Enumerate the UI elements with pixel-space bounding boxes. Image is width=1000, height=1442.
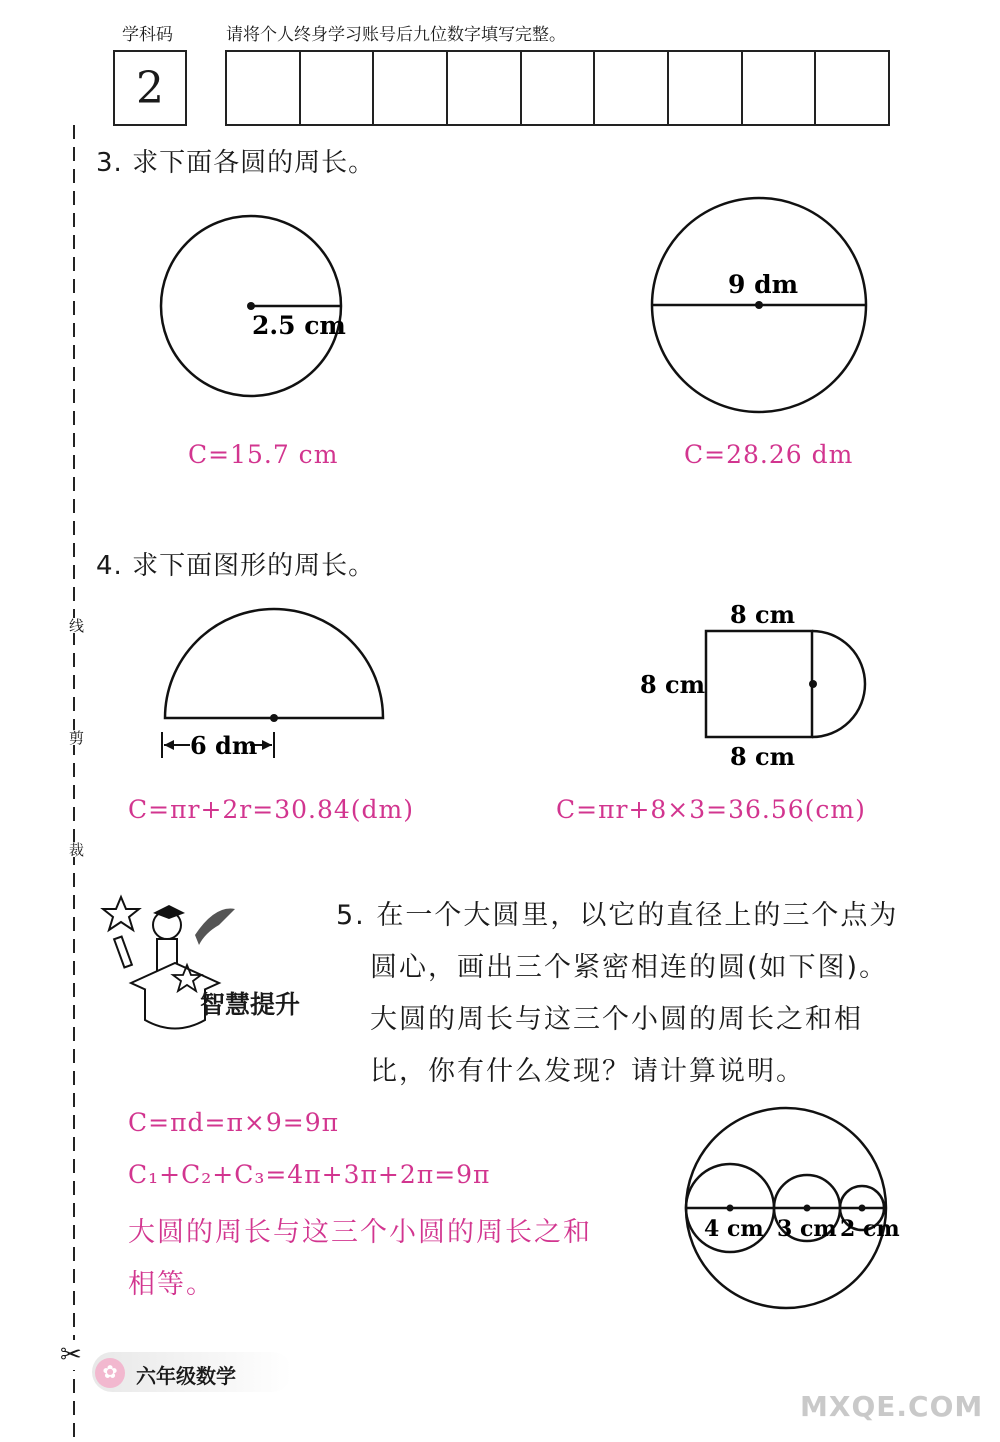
cut-word-trim: 裁 <box>67 842 85 857</box>
cut-word-line: 线 <box>67 618 85 633</box>
q3-left-circle-figure <box>150 230 360 420</box>
q5-conclusion-1: 大圆的周长与这三个小圆的周长之和 <box>128 1217 592 1248</box>
q3-left-radius-label: 2.5 cm <box>252 311 346 340</box>
q4-square-semicircle-figure <box>630 595 890 780</box>
q3-right-circle-figure <box>640 195 880 420</box>
account-digit-cell[interactable] <box>816 52 888 124</box>
footer-grade-subject: 六年级数学 <box>136 1364 236 1388</box>
q3-left-answer: C=15.7 cm <box>188 440 339 469</box>
q5-conclusion-2: 相等。 <box>128 1269 215 1300</box>
account-digit-cell[interactable] <box>743 52 817 124</box>
q5-line-3: 大圆的周长与这三个小圆的周长之和相 <box>370 1004 863 1035</box>
q5-line-4: 比，你有什么发现？请计算说明。 <box>370 1056 805 1087</box>
q5-answer-big: C=πd=π×9=9π <box>128 1108 340 1137</box>
account-digit-cell[interactable] <box>448 52 522 124</box>
subject-code-box: 2 <box>113 50 187 126</box>
q4-semicircle-figure <box>150 600 400 770</box>
q5-line-2: 圆心，画出三个紧密相连的圆(如下图)。 <box>370 952 889 983</box>
q5-circles-figure <box>680 1100 900 1310</box>
account-digit-cell[interactable] <box>595 52 669 124</box>
q4-semicircle-label: 6 dm <box>190 731 258 760</box>
q5-label-4cm: 4 cm <box>704 1216 764 1242</box>
subject-code-label: 学科码 <box>122 25 173 45</box>
q5-line-1: 5. 在一个大圆里，以它的直径上的三个点为 <box>336 900 899 931</box>
q4-square-bottom-label: 8 cm <box>730 742 796 771</box>
cut-line <box>60 125 90 1442</box>
account-instruction: 请将个人终身学习账号后九位数字填写完整。 <box>226 25 566 45</box>
q4-square-left-label: 8 cm <box>640 670 706 699</box>
cut-word-cut: 剪 <box>67 730 85 745</box>
q5-label-3cm: 3 cm <box>777 1216 837 1242</box>
q4-square-answer: C=πr+8×3=36.56(cm) <box>556 795 866 824</box>
account-input-grid[interactable] <box>225 50 890 126</box>
q3-right-answer: C=28.26 dm <box>684 440 854 469</box>
account-digit-cell[interactable] <box>669 52 743 124</box>
q5-label-2cm: 2 cm <box>840 1216 900 1242</box>
q5-answer-small: C₁+C₂+C₃=4π+3π+2π=9π <box>128 1160 491 1189</box>
q3-right-diameter-label: 9 dm <box>728 270 799 299</box>
account-digit-cell[interactable] <box>227 52 301 124</box>
q3-title: 3. 求下面各圆的周长。 <box>96 148 376 178</box>
q4-square-top-label: 8 cm <box>730 600 796 629</box>
q4-title: 4. 求下面图形的周长。 <box>96 551 376 581</box>
account-digit-cell[interactable] <box>522 52 596 124</box>
q4-semicircle-answer: C=πr+2r=30.84(dm) <box>128 795 414 824</box>
account-digit-cell[interactable] <box>374 52 448 124</box>
flower-icon: ✿ <box>95 1358 125 1388</box>
watermark: MXQE.COM <box>800 1390 984 1423</box>
wisdom-badge: 智慧提升 <box>200 990 301 1019</box>
scissors-icon: ✂ <box>60 1340 82 1370</box>
account-digit-cell[interactable] <box>301 52 375 124</box>
graduate-illustration <box>95 895 335 1045</box>
